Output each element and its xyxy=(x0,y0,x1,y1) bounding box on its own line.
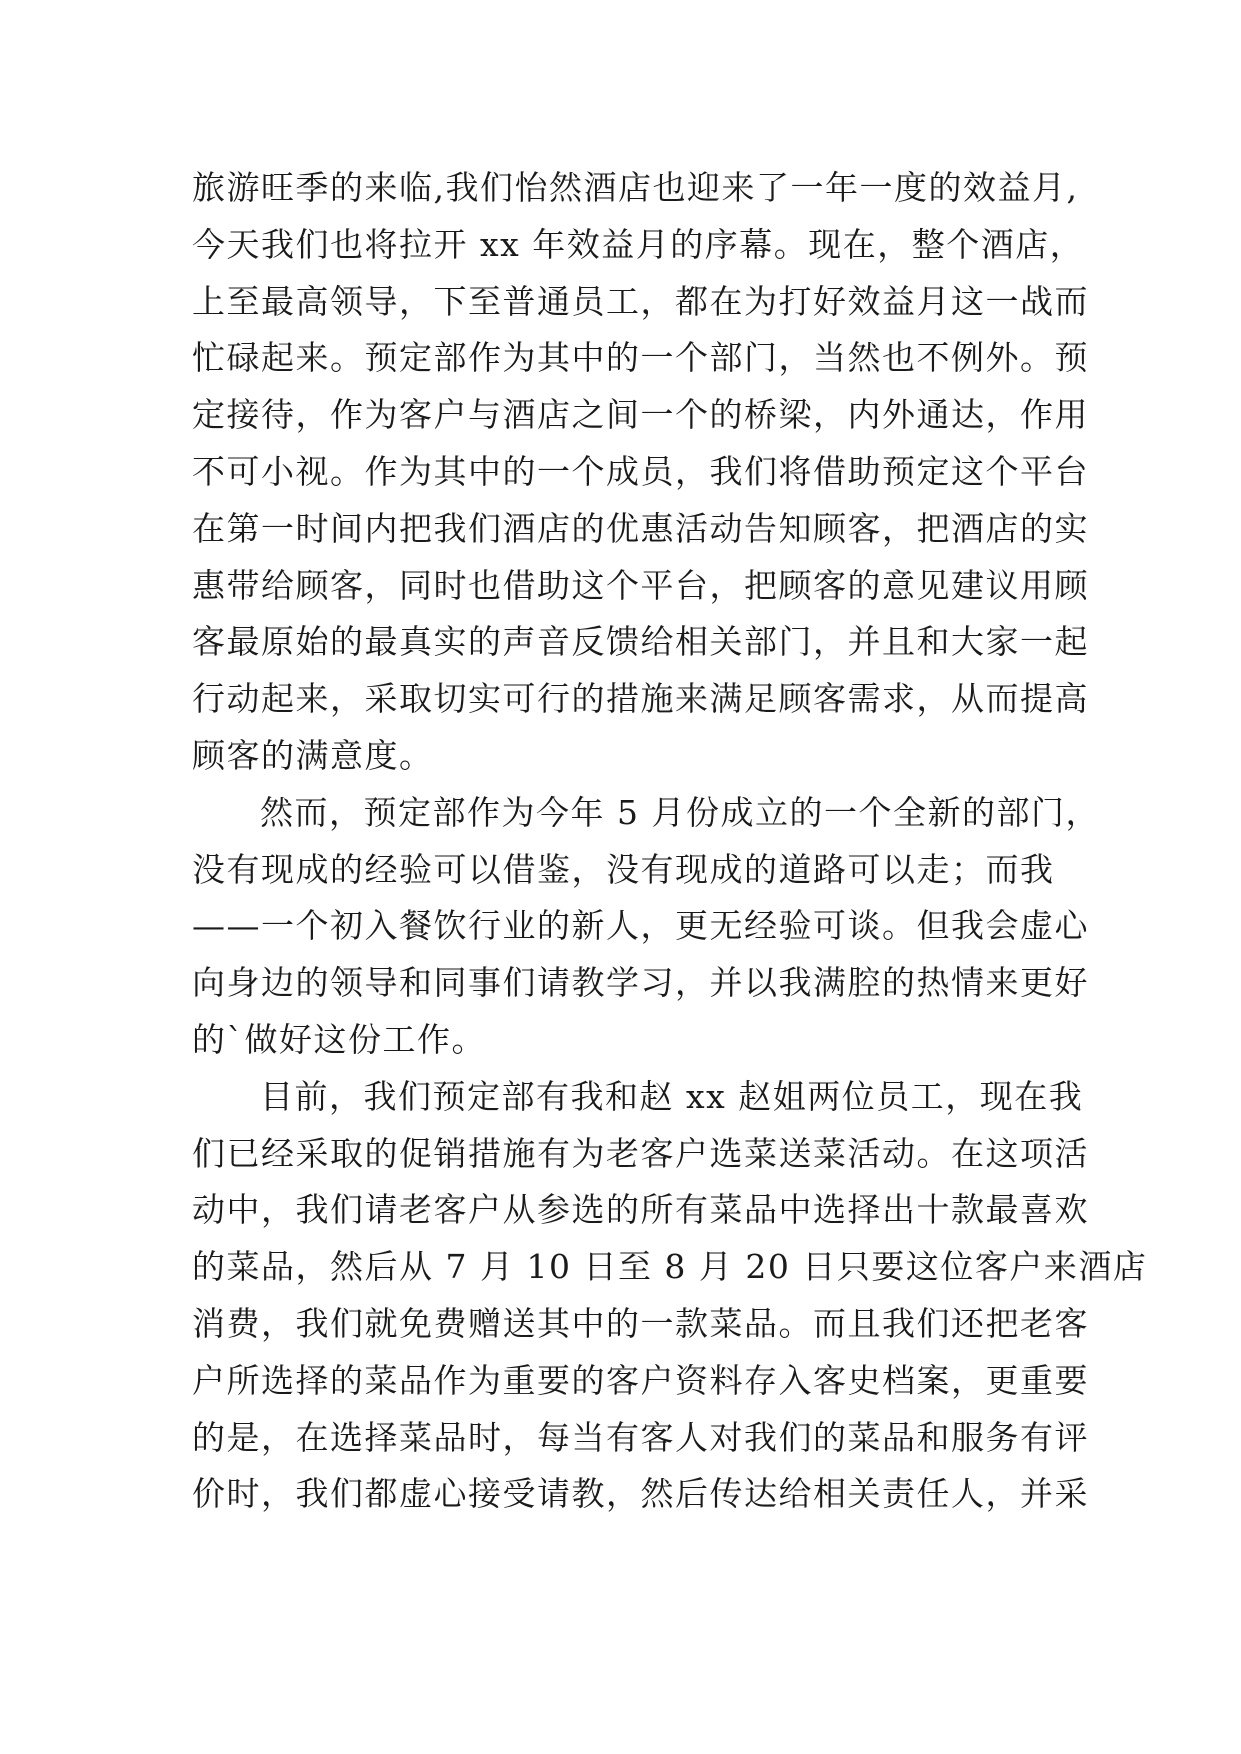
text-line: 的`做好这份工作。 xyxy=(192,1019,486,1059)
text-line: 不可小视。作为其中的一个成员，我们将借助预定这个平台 xyxy=(192,451,1089,491)
text-line: 旅游旺季的来临,我们怡然酒店也迎来了一年一度的效益月, xyxy=(192,168,1079,207)
text-line: 消费，我们就免费赠送其中的一款菜品。而且我们还把老客 xyxy=(192,1303,1089,1343)
text-line: 定接待，作为客户与酒店之间一个的桥梁，内外通达，作用 xyxy=(192,395,1089,435)
text-line: 在第一时间内把我们酒店的优惠活动告知顾客，把酒店的实 xyxy=(192,508,1089,548)
text-line: 动中，我们请老客户从参选的所有菜品中选择出十款最喜欢 xyxy=(192,1190,1089,1230)
text-line: 价时，我们都虚心接受请教，然后传达给相关责任人，并采 xyxy=(192,1474,1089,1514)
text-line: 的是，在选择菜品时，每当有客人对我们的菜品和服务有评 xyxy=(192,1417,1089,1457)
body-text xyxy=(192,160,1148,1523)
text-line: 惠带给顾客，同时也借助这个平台，把顾客的意见建议用顾 xyxy=(192,565,1089,605)
text-line: 顾客的满意度。 xyxy=(192,735,434,775)
text-line: 上至最高领导，下至普通员工，都在为打好效益月这一战而 xyxy=(192,281,1089,321)
text-line: 户所选择的菜品作为重要的客户资料存入客史档案，更重要 xyxy=(192,1360,1089,1400)
text-line: 行动起来，采取切实可行的措施来满足顾客需求，从而提高 xyxy=(192,679,1089,719)
paragraph-start-line: 目前，我们预定部有我和赵 xx 赵姐两位员工，现在我 xyxy=(260,1076,1084,1116)
text-line: 向身边的领导和同事们请教学习，并以我满腔的热情来更好 xyxy=(192,963,1089,1003)
paragraph-start-line: 然而，预定部作为今年 5 月份成立的一个全新的部门， xyxy=(260,792,1100,832)
text-line: ——一个初入餐饮行业的新人，更无经验可谈。但我会虚心 xyxy=(192,906,1089,946)
text-line: 客最原始的最真实的声音反馈给相关部门，并且和大家一起 xyxy=(192,622,1089,662)
text-line: 忙碌起来。预定部作为其中的一个部门，当然也不例外。预 xyxy=(192,338,1089,378)
text-line: 没有现成的经验可以借鉴，没有现成的道路可以走；而我 xyxy=(192,849,1055,889)
text-line: 今天我们也将拉开 xx 年效益月的序幕。现在，整个酒店， xyxy=(192,224,1085,264)
text-line: 的菜品，然后从 7 月 10 日至 8 月 20 日只要这位客户来酒店 xyxy=(192,1247,1148,1287)
text-line: 们已经采取的促销措施有为老客户选菜送菜活动。在这项活 xyxy=(192,1133,1089,1173)
